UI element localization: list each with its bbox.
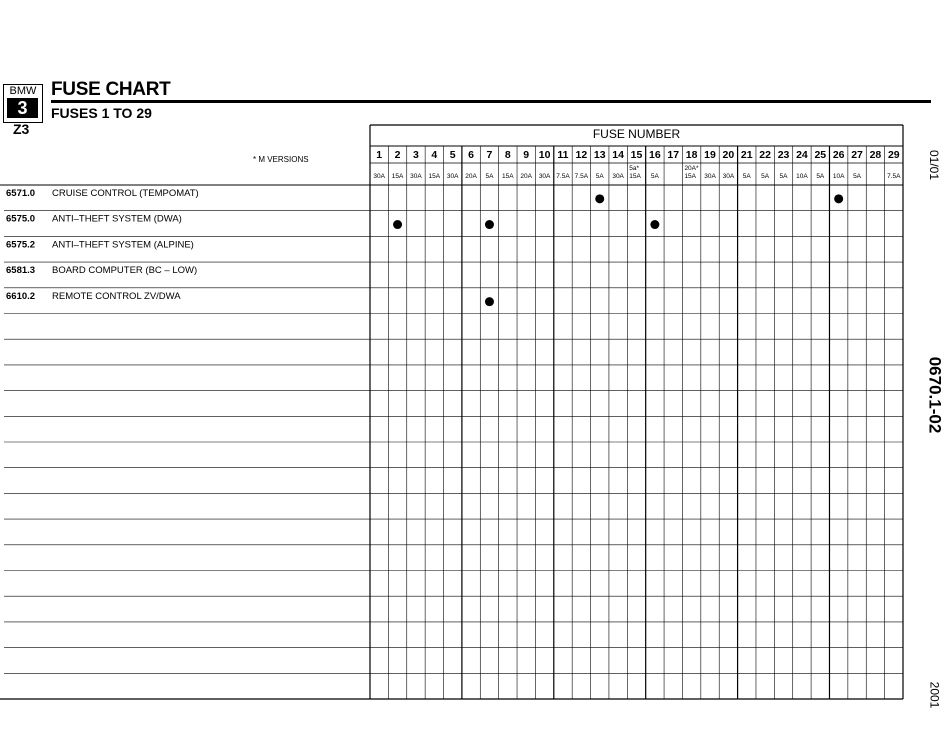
fuse-number-label: 1 — [376, 149, 383, 161]
fuse-number-label: 5 — [449, 149, 456, 161]
fuse-rating-label: 15A — [502, 173, 514, 180]
fuse-rating-label: 5A — [816, 173, 825, 180]
fuse-number-label: 15 — [630, 149, 643, 161]
fuse-number-label: 4 — [431, 149, 438, 161]
fuse-rating-label: 15A — [428, 173, 441, 180]
fuse-number-label: 17 — [667, 149, 680, 161]
fuse-number-label: 19 — [704, 149, 716, 161]
fuse-rating-label: 30A — [538, 173, 551, 180]
fuse-number-label: 6 — [468, 149, 475, 161]
fuse-rating-label: 5A — [761, 173, 770, 180]
fuse-number-label: 12 — [575, 149, 588, 161]
fuse-rating-label: 20A — [465, 173, 477, 180]
fuse-rating-label: 15A — [629, 173, 641, 180]
row-name: ANTI–THEFT SYSTEM (ALPINE) — [52, 239, 194, 251]
side-date: 01/01 — [927, 149, 941, 181]
fuse-marker-dot — [595, 194, 604, 203]
fuse-rating-label: 20A — [520, 173, 533, 180]
fuse-rating-label: 10A — [832, 173, 845, 180]
fuse-number-label: 16 — [649, 149, 661, 161]
fuse-rating-label: 30A — [612, 173, 624, 180]
fuse-number-label: 23 — [777, 149, 790, 161]
fuse-marker-dot — [485, 297, 494, 306]
fuse-rating-label: 5A — [779, 173, 788, 180]
fuse-rating-label: 15A — [684, 173, 697, 180]
fuse-number-label: 27 — [851, 149, 863, 161]
fuse-number-label: 9 — [523, 149, 530, 161]
fuse-number-label: 26 — [832, 149, 845, 161]
fuse-marker-dot — [834, 194, 843, 203]
fuse-rating-label: 7.5A — [574, 173, 589, 180]
fuse-marker-dot — [485, 220, 494, 229]
fuse-rating-label: 30A — [704, 173, 716, 180]
fuse-number-label: 24 — [796, 149, 808, 161]
fuse-rating-label: 30A — [446, 173, 459, 180]
page-title: FUSE CHART — [51, 79, 171, 100]
fuse-number-label: 28 — [869, 149, 882, 161]
row-code: 6575.0 — [6, 213, 36, 225]
fuse-rating-label: 30A — [410, 173, 422, 180]
fuse-rating-label: 30A — [373, 173, 385, 180]
row-name: REMOTE CONTROL ZV/DWA — [52, 290, 181, 302]
fuse-rating-label: 5A — [595, 173, 604, 180]
row-code: 6571.0 — [6, 188, 36, 199]
fuse-marker-dot — [393, 220, 402, 229]
fuse-number-label: 11 — [557, 149, 569, 161]
fuse-rating-label: 5A — [650, 173, 659, 180]
row-code: 6575.2 — [6, 239, 36, 251]
fuse-number-label: 13 — [593, 149, 606, 161]
fuse-number-label: 25 — [814, 149, 827, 161]
m-versions-note: * M VERSIONS — [253, 155, 309, 164]
fuse-number-label: 8 — [504, 149, 511, 161]
fuse-rating-label: 10A — [796, 173, 808, 180]
logo-brand: BMW — [9, 85, 37, 97]
fuse-number-label: 7 — [486, 149, 493, 161]
fuse-rating-label: 30A — [722, 173, 735, 180]
fuse-rating-label: 7.5A — [556, 173, 570, 180]
fuse-rating-label: 5A — [742, 173, 751, 180]
fuse-rating-label: 15A — [391, 173, 404, 180]
fuse-number-label: 10 — [538, 149, 551, 161]
fuse-number-label: 21 — [740, 149, 753, 161]
fuse-number-label: 3 — [413, 149, 419, 161]
fuse-number-label: 18 — [685, 149, 698, 161]
fuse-number-label: 2 — [394, 149, 401, 161]
side-margin — [917, 110, 950, 709]
row-code: 6581.3 — [6, 265, 36, 277]
row-name: CRUISE CONTROL (TEMPOMAT) — [52, 188, 199, 199]
row-code: 6610.2 — [6, 290, 36, 302]
fuse-rating-label: 7.5A — [887, 173, 901, 180]
fuse-rating-m-label: 5a* — [629, 165, 640, 172]
fuse-rating-label: 5A — [853, 173, 862, 180]
logo-series-number: 3 — [7, 98, 38, 118]
fuse-number-header: FUSE NUMBER — [592, 127, 681, 141]
model-label: Z3 — [13, 121, 30, 137]
fuse-number-label: 22 — [759, 149, 771, 161]
fuse-number-label: 14 — [612, 149, 624, 161]
side-year: 2001 — [926, 681, 941, 709]
row-name: BOARD COMPUTER (BC – LOW) — [52, 265, 198, 277]
page-subtitle: FUSES 1 TO 29 — [51, 105, 152, 121]
fuse-marker-dot — [650, 220, 659, 229]
fuse-rating-m-label: 20A* — [684, 165, 699, 172]
row-name: ANTI–THEFT SYSTEM (DWA) — [52, 213, 182, 225]
side-doc-number: 0670.1-02 — [925, 356, 945, 434]
fuse-number-label: 29 — [887, 149, 900, 161]
fuse-number-label: 20 — [722, 149, 735, 161]
fuse-rating-label: 5A — [485, 173, 494, 180]
